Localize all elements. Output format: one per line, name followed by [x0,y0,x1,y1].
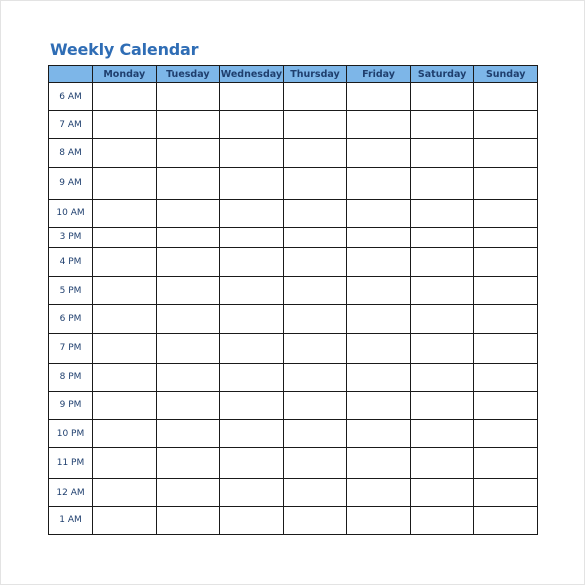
calendar-body [49,83,538,535]
slot-cell[interactable] [93,305,157,333]
time-row [49,479,538,506]
slot-cell[interactable] [93,167,157,199]
slot-cell[interactable] [410,167,474,199]
slot-cell[interactable] [410,333,474,363]
slot-cell[interactable] [283,305,347,333]
slot-cell[interactable] [347,83,411,111]
slot-cell[interactable] [156,448,220,479]
slot-cell[interactable] [220,506,284,534]
slot-cell[interactable] [410,479,474,506]
slot-cell[interactable] [220,305,284,333]
day-header-saturday: Saturday [410,66,474,83]
slot-cell[interactable] [156,167,220,199]
slot-cell[interactable] [93,139,157,167]
slot-cell[interactable] [474,199,538,227]
slot-cell[interactable] [93,111,157,139]
time-label: 6 PM [49,305,93,333]
time-row [49,420,538,448]
slot-cell[interactable] [474,448,538,479]
slot-cell[interactable] [156,506,220,534]
slot-cell[interactable] [347,167,411,199]
slot-cell[interactable] [283,111,347,139]
time-row [49,167,538,199]
slot-cell[interactable] [474,506,538,534]
day-header-tuesday: Tuesday [156,66,220,83]
slot-cell[interactable] [347,448,411,479]
slot-cell[interactable] [283,479,347,506]
time-label: 7 PM [49,333,93,363]
slot-cell[interactable] [283,199,347,227]
slot-cell[interactable] [220,391,284,419]
slot-cell[interactable] [410,448,474,479]
slot-cell[interactable] [283,363,347,391]
slot-cell[interactable] [410,139,474,167]
slot-cell[interactable] [347,333,411,363]
slot-cell[interactable] [93,199,157,227]
slot-cell[interactable] [347,420,411,448]
slot-cell[interactable] [220,277,284,305]
slot-cell[interactable] [93,363,157,391]
slot-cell[interactable] [283,83,347,111]
slot-cell[interactable] [93,333,157,363]
time-label: 3 PM [49,227,93,247]
header-row [49,66,538,83]
slot-cell[interactable] [283,139,347,167]
slot-cell[interactable] [410,277,474,305]
time-row [49,199,538,227]
slot-cell[interactable] [156,139,220,167]
time-row [49,227,538,247]
slot-cell[interactable] [156,111,220,139]
day-header-wednesday: Wednesday [220,66,284,83]
time-row [49,448,538,479]
slot-cell[interactable] [410,199,474,227]
slot-cell[interactable] [156,420,220,448]
slot-cell[interactable] [283,333,347,363]
day-header-monday: Monday [93,66,157,83]
slot-cell[interactable] [410,363,474,391]
slot-cell[interactable] [474,479,538,506]
time-label: 9 AM [49,167,93,199]
slot-cell[interactable] [347,391,411,419]
slot-cell[interactable] [156,227,220,247]
time-label: 8 AM [49,139,93,167]
slot-cell[interactable] [347,305,411,333]
slot-cell[interactable] [347,199,411,227]
slot-cell[interactable] [220,139,284,167]
slot-cell[interactable] [347,139,411,167]
slot-cell[interactable] [410,111,474,139]
slot-cell[interactable] [93,420,157,448]
slot-cell[interactable] [474,333,538,363]
time-row [49,83,538,111]
slot-cell[interactable] [156,391,220,419]
slot-cell[interactable] [474,248,538,277]
slot-cell[interactable] [93,448,157,479]
slot-cell[interactable] [283,420,347,448]
day-header-thursday: Thursday [283,66,347,83]
weekly-calendar-table [48,65,538,535]
time-row [49,363,538,391]
slot-cell[interactable] [93,506,157,534]
slot-cell[interactable] [220,248,284,277]
slot-cell[interactable] [283,277,347,305]
time-label: 10 AM [49,199,93,227]
time-label: 1 AM [49,506,93,534]
slot-cell[interactable] [93,83,157,111]
header-corner [49,66,93,83]
slot-cell[interactable] [347,479,411,506]
slot-cell[interactable] [93,248,157,277]
time-label: 6 AM [49,83,93,111]
slot-cell[interactable] [347,363,411,391]
slot-cell[interactable] [283,248,347,277]
slot-cell[interactable] [93,391,157,419]
slot-cell[interactable] [410,83,474,111]
slot-cell[interactable] [156,479,220,506]
slot-cell[interactable] [283,448,347,479]
slot-cell[interactable] [347,506,411,534]
slot-cell[interactable] [220,111,284,139]
slot-cell[interactable] [410,506,474,534]
slot-cell[interactable] [410,420,474,448]
time-label: 5 PM [49,277,93,305]
slot-cell[interactable] [474,391,538,419]
slot-cell[interactable] [347,227,411,247]
time-row [49,139,538,167]
slot-cell[interactable] [156,83,220,111]
slot-cell[interactable] [474,111,538,139]
slot-cell[interactable] [347,277,411,305]
time-label: 12 AM [49,479,93,506]
time-label: 7 AM [49,111,93,139]
slot-cell[interactable] [156,199,220,227]
time-row [49,277,538,305]
time-row [49,111,538,139]
slot-cell[interactable] [474,420,538,448]
slot-cell[interactable] [474,305,538,333]
page-title: Weekly Calendar [50,40,199,59]
slot-cell[interactable] [220,420,284,448]
slot-cell[interactable] [410,391,474,419]
slot-cell[interactable] [474,167,538,199]
slot-cell[interactable] [156,305,220,333]
slot-cell[interactable] [220,227,284,247]
slot-cell[interactable] [156,333,220,363]
slot-cell[interactable] [156,248,220,277]
slot-cell[interactable] [347,111,411,139]
time-label: 10 PM [49,420,93,448]
slot-cell[interactable] [410,305,474,333]
slot-cell[interactable] [220,363,284,391]
time-label: 11 PM [49,448,93,479]
slot-cell[interactable] [156,363,220,391]
time-label: 8 PM [49,363,93,391]
slot-cell[interactable] [93,479,157,506]
slot-cell[interactable] [474,83,538,111]
day-header-sunday: Sunday [474,66,538,83]
time-row [49,391,538,419]
slot-cell[interactable] [283,167,347,199]
slot-cell[interactable] [220,199,284,227]
time-row [49,333,538,363]
day-header-friday: Friday [347,66,411,83]
slot-cell[interactable] [474,139,538,167]
slot-cell[interactable] [93,277,157,305]
slot-cell[interactable] [220,167,284,199]
slot-cell[interactable] [220,333,284,363]
slot-cell[interactable] [220,479,284,506]
slot-cell[interactable] [410,227,474,247]
time-row [49,506,538,534]
slot-cell[interactable] [474,363,538,391]
slot-cell[interactable] [474,227,538,247]
slot-cell[interactable] [220,83,284,111]
slot-cell[interactable] [156,277,220,305]
time-row [49,305,538,333]
slot-cell[interactable] [283,506,347,534]
time-label: 9 PM [49,391,93,419]
slot-cell[interactable] [283,227,347,247]
slot-cell[interactable] [93,227,157,247]
time-row [49,248,538,277]
slot-cell[interactable] [220,448,284,479]
slot-cell[interactable] [410,248,474,277]
time-label: 4 PM [49,248,93,277]
slot-cell[interactable] [347,248,411,277]
slot-cell[interactable] [283,391,347,419]
slot-cell[interactable] [474,277,538,305]
